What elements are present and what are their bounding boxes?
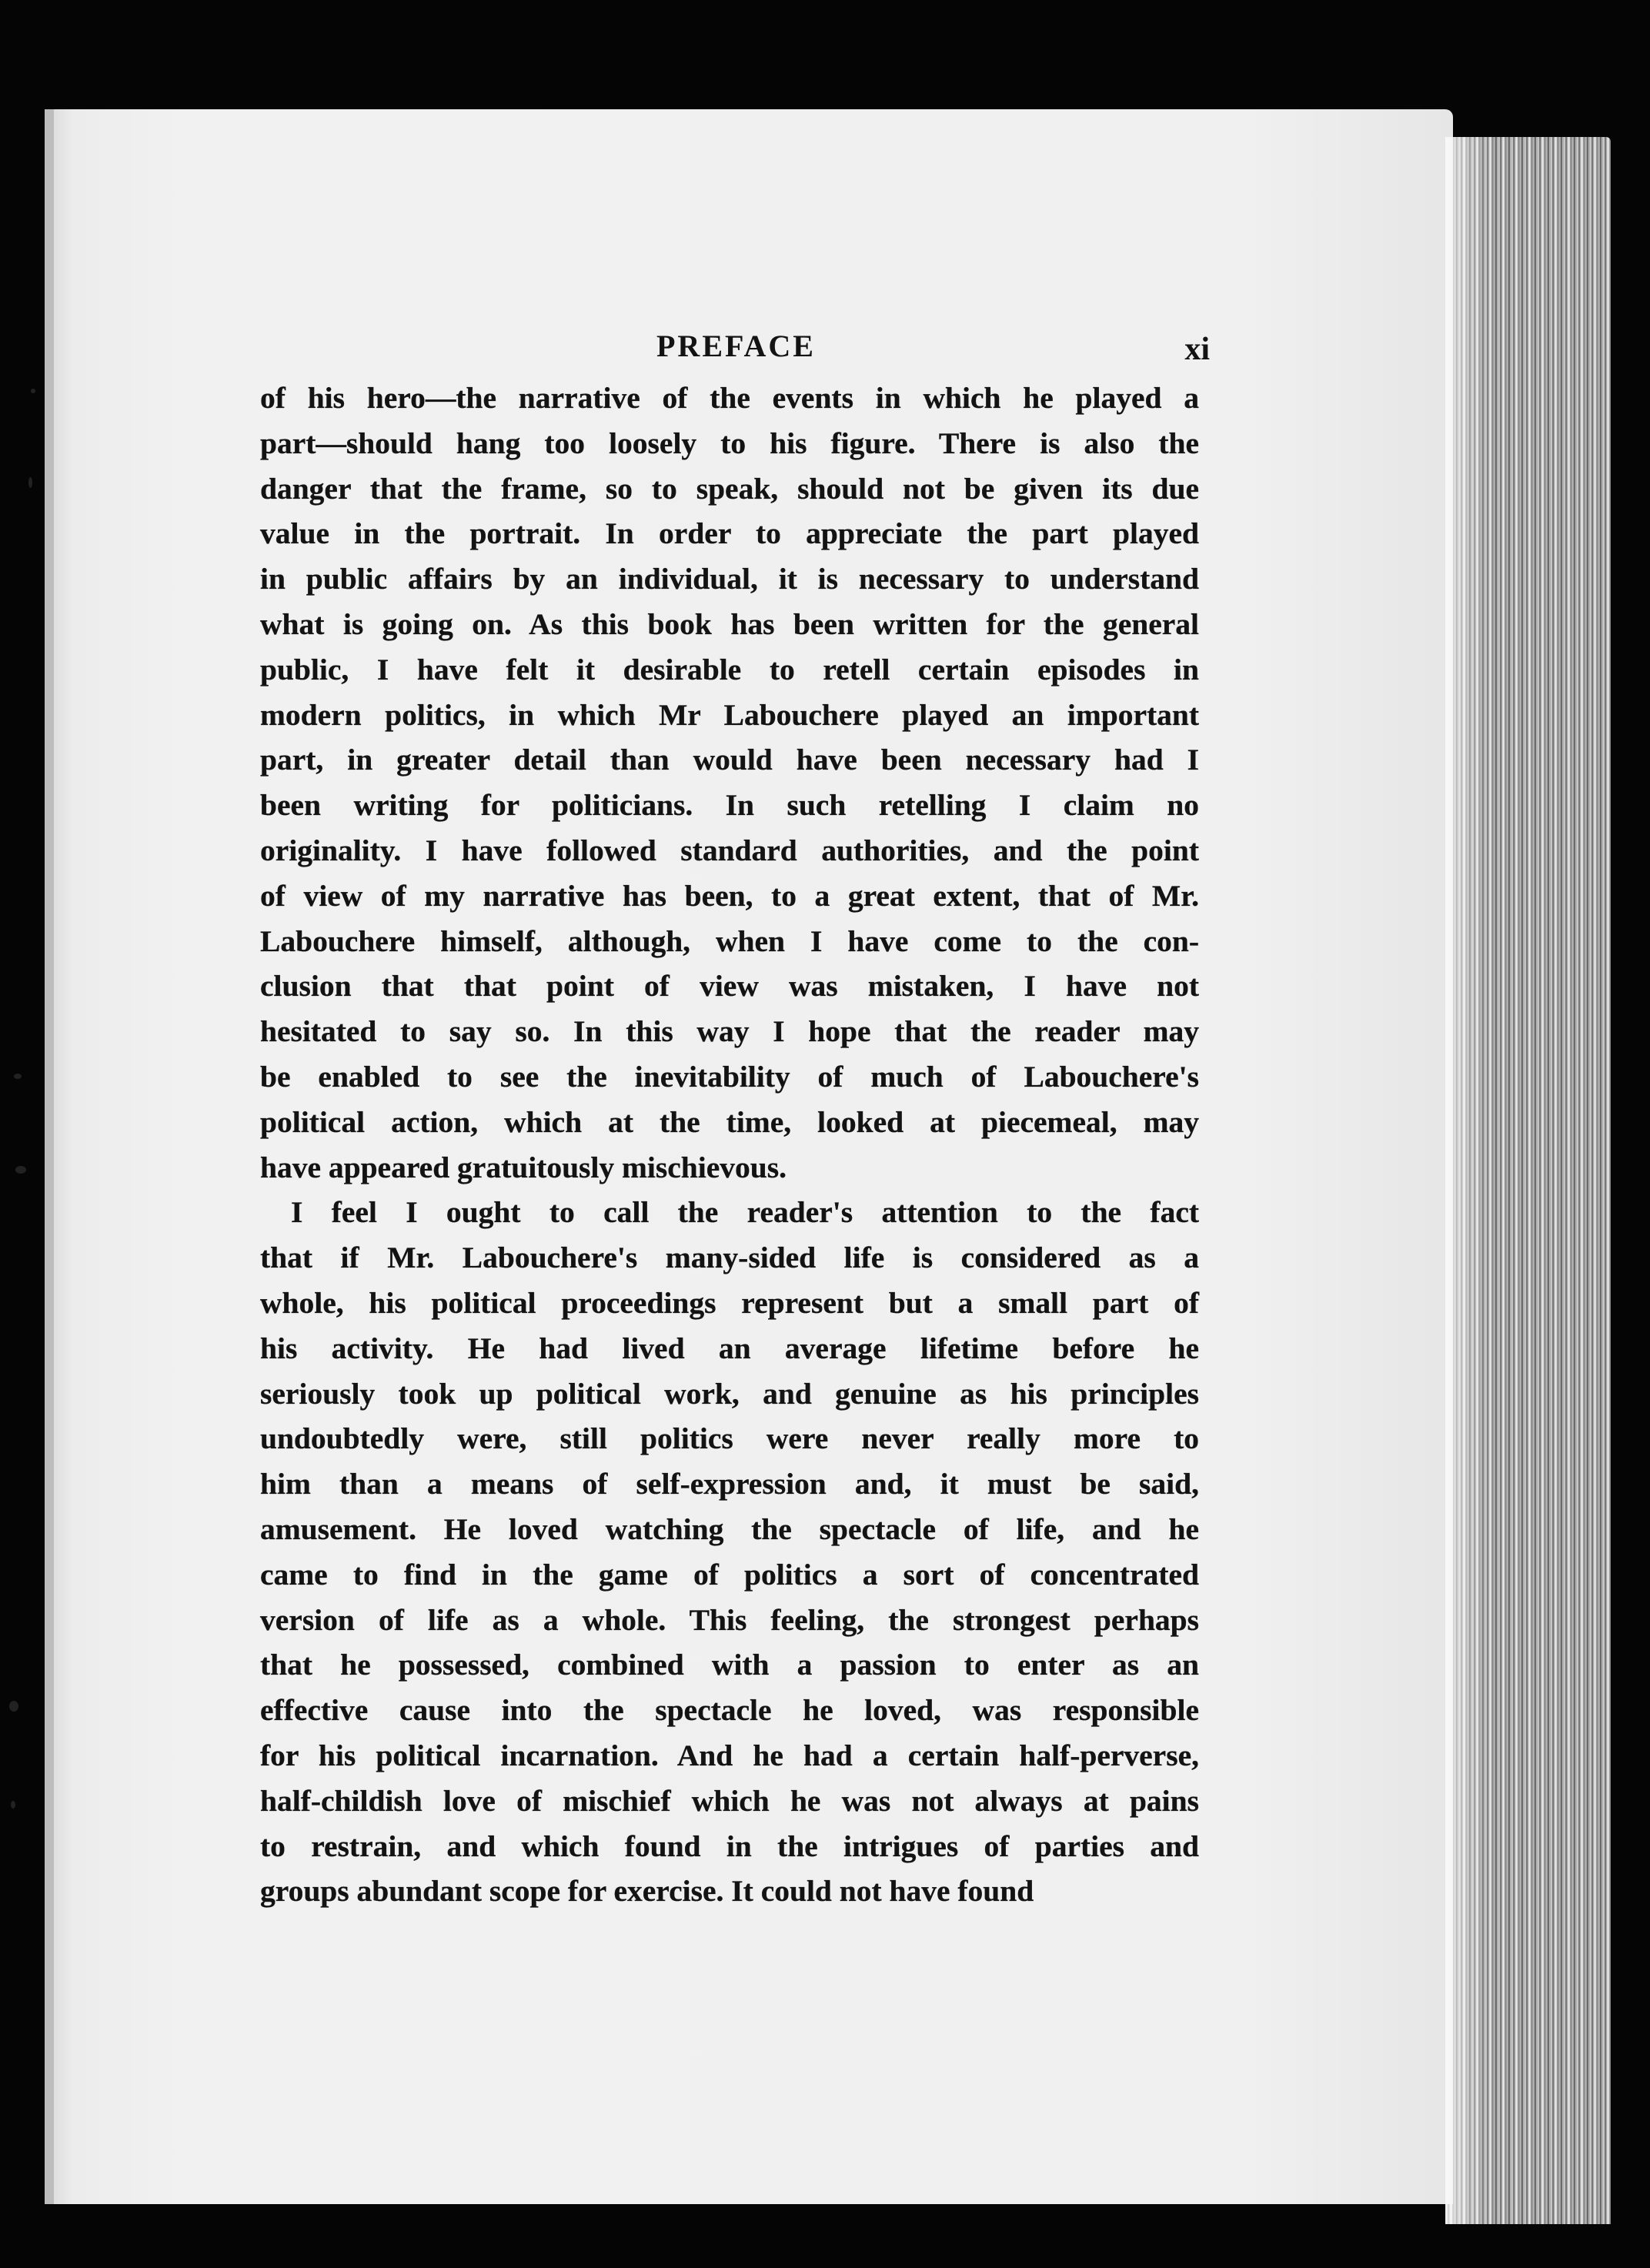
page-number: xi	[1184, 332, 1210, 367]
text-line: that if Mr. Labouchere's many-sided life is considered as a	[260, 1241, 1199, 1275]
text-line: originality. I have followed standard authorities, and the point	[260, 833, 1199, 867]
fore-edge-shadow	[1445, 137, 1491, 2224]
text-line: in public affairs by an individual, it is necessary to understand	[260, 562, 1199, 596]
text-line: political action, which at the time, looked at piecemeal, may	[260, 1104, 1199, 1139]
text-line: be enabled to see the inevitability of much of Labouchere's	[260, 1059, 1199, 1094]
text-line: public, I have felt it desirable to retell certain episodes in	[260, 652, 1199, 686]
text-line: him than a means of self-expression and, it must be said,	[260, 1467, 1199, 1501]
text-line: to restrain, and which found in the intrigues of parties and	[260, 1829, 1199, 1863]
page-text-block	[260, 322, 1210, 1914]
margin-speck	[31, 389, 35, 393]
text-line: been writing for politicians. In such retelling I claim no	[260, 788, 1199, 823]
text-line: effective cause into the spectacle he loved, was responsible	[260, 1693, 1199, 1728]
text-line: for his political incarnation. And he had a certain half-perverse,	[260, 1738, 1199, 1772]
text-line: half-childish love of mischief which he was not always at pains	[260, 1783, 1199, 1818]
text-line: undoubtedly were, still politics were never really more to	[260, 1421, 1199, 1456]
text-line: Labouchere himself, although, when I have come to the con-	[260, 924, 1199, 958]
text-line: part—should hang too loosely to his figure. There is also the	[260, 426, 1199, 460]
page-left-edge	[45, 109, 54, 2204]
margin-speck	[11, 1801, 15, 1809]
text-line: hesitated to say so. In this way I hope that the reader may	[260, 1014, 1199, 1049]
text-line: whole, his political proceedings represent but a small part of	[260, 1285, 1199, 1320]
margin-speck	[15, 1166, 26, 1174]
text-line: have appeared gratuitously mischievous.	[260, 1150, 787, 1184]
text-line: seriously took up political work, and genuine as his principles	[260, 1376, 1199, 1411]
running-title: PREFACE	[656, 329, 816, 363]
text-line: value in the portrait. In order to appreciate the part played	[260, 516, 1199, 551]
margin-speck	[14, 1074, 22, 1079]
text-line: of view of my narrative has been, to a great extent, that of Mr.	[260, 878, 1199, 913]
text-line: came to find in the game of politics a sort of concentrated	[260, 1557, 1199, 1592]
margin-speck	[9, 1701, 18, 1712]
text-line: amusement. He loved watching the spectacle of life, and he	[260, 1511, 1199, 1546]
text-line: of his hero—the narrative of the events in which he played a	[260, 381, 1199, 415]
text-line: his activity. He had lived an average lifetime before he	[260, 1331, 1199, 1365]
text-line: that he possessed, combined with a passion to enter as an	[260, 1648, 1199, 1682]
running-head	[260, 322, 1210, 376]
text-line: clusion that that point of view was mistaken, I have not	[260, 969, 1199, 1004]
text-line: part, in greater detail than would have been necessary had I	[260, 743, 1199, 777]
text-line: groups abundant scope for exercise. It could not have found	[260, 1874, 1034, 1909]
paragraph	[260, 1190, 1199, 1914]
text-line: danger that the frame, so to speak, should not be given its due	[260, 471, 1199, 506]
margin-speck	[28, 477, 32, 488]
text-line: modern politics, in which Mr Labouchere played an important	[260, 697, 1199, 732]
text-line: version of life as a whole. This feeling, the strongest perhaps	[260, 1602, 1199, 1637]
text-line: I feel I ought to call the reader's attention to the fact	[291, 1195, 1199, 1230]
paragraph	[260, 376, 1199, 1190]
text-line: what is going on. As this book has been written for the general	[260, 606, 1199, 641]
